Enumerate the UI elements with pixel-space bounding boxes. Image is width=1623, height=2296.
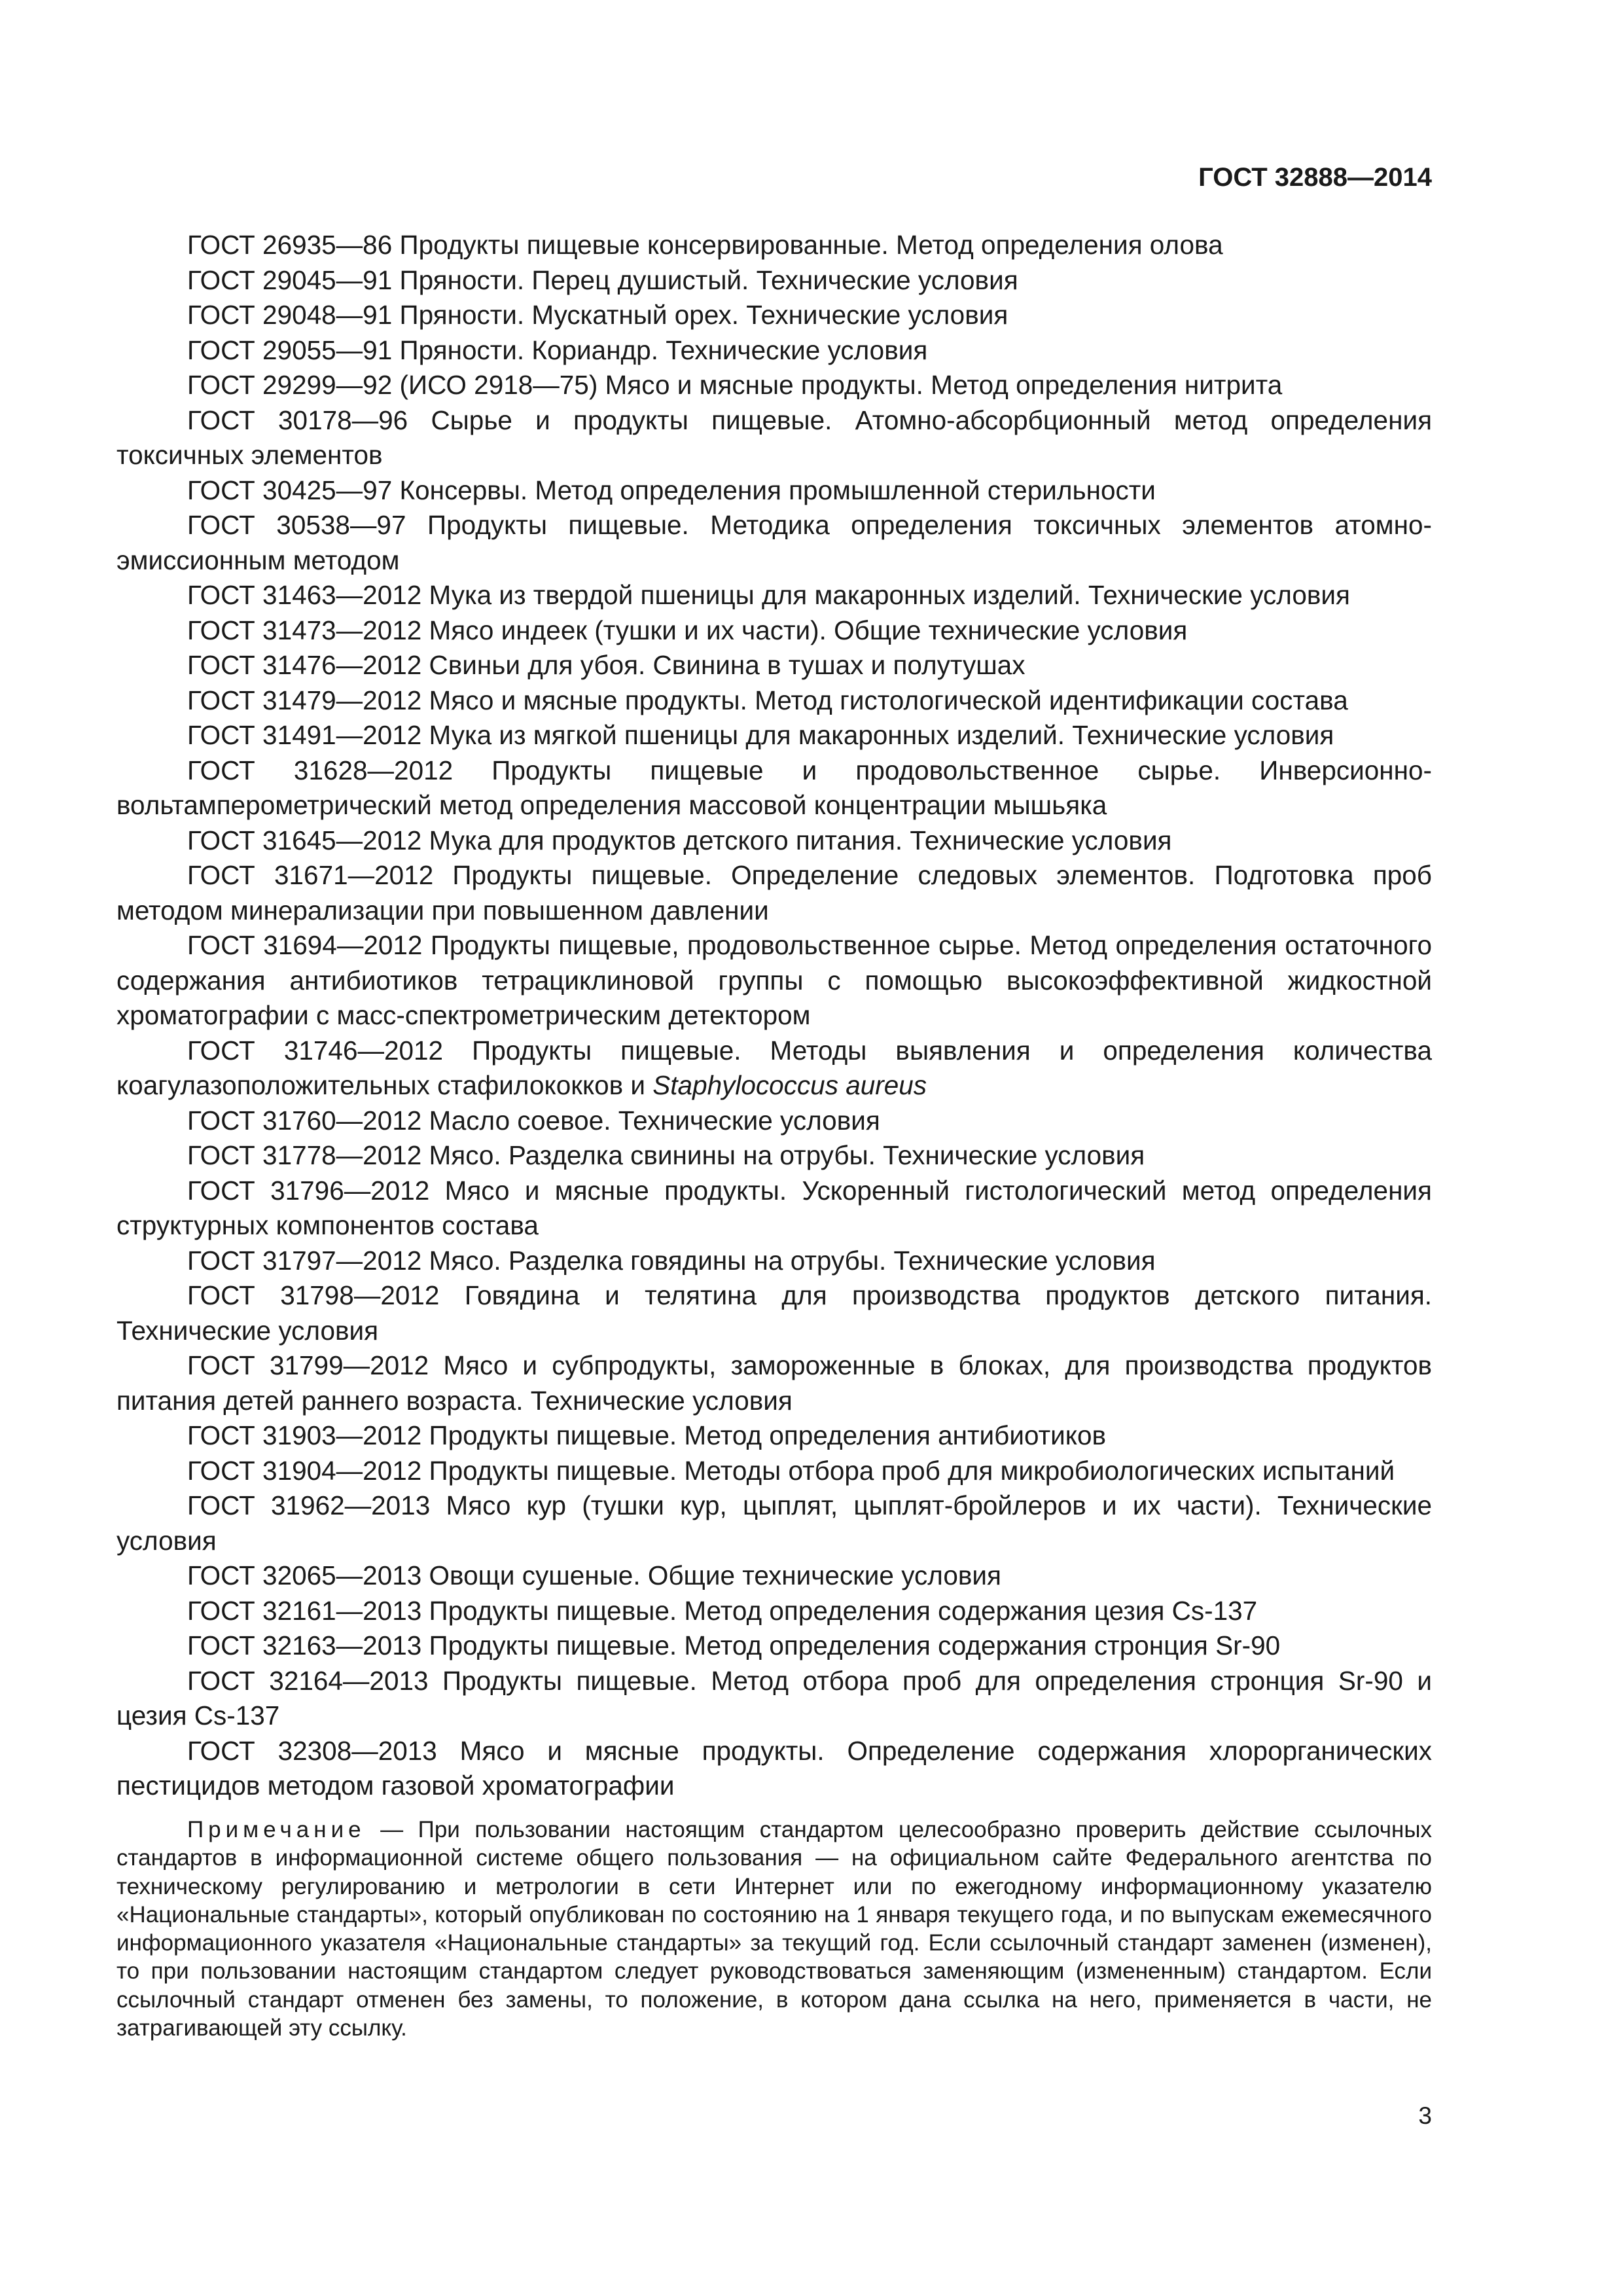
reference-item: ГОСТ 31479—2012 Мясо и мясные продукты. Метод гистологической идентификации состава: [187, 685, 1348, 715]
reference-item: ГОСТ 32308—2013 Мясо и мясные продукты. Определение содержания хлорорганических пестицидов методом газовой хроматографии: [116, 1735, 1432, 1801]
reference-item: ГОСТ 29048—91 Пряности. Мускатный орех. Технические условия: [187, 300, 1008, 330]
reference-item: ГОСТ 31473—2012 Мясо индеек (тушки и их части). Общие технические условия: [187, 615, 1188, 645]
reference-item: ГОСТ 31799—2012 Мясо и субпродукты, замороженные в блоках, для производства продуктов питания детей раннего возраста. Технические условия: [116, 1350, 1432, 1416]
reference-item: ГОСТ 32161—2013 Продукты пищевые. Метод определения содержания цезия Cs-137: [187, 1595, 1258, 1626]
reference-item: ГОСТ 31760—2012 Масло соевое. Технические условия: [187, 1105, 880, 1136]
reference-item: ГОСТ 31778—2012 Мясо. Разделка свинины на отрубы. Технические условия: [187, 1140, 1145, 1170]
reference-item: ГОСТ 31645—2012 Мука для продуктов детского питания. Технические условия: [187, 825, 1172, 855]
reference-item: ГОСТ 29055—91 Пряности. Кориандр. Технические условия: [187, 334, 928, 365]
reference-item: ГОСТ 32163—2013 Продукты пищевые. Метод определения содержания стронция Sr-90: [187, 1630, 1281, 1660]
reference-item: ГОСТ 29045—91 Пряности. Перец душистый. Технические условия: [187, 264, 1018, 295]
note-label: Примечание: [187, 1817, 366, 1842]
reference-item: ГОСТ 31796—2012 Мясо и мясные продукты. Ускоренный гистологический метод определения структурных компонентов состава: [116, 1175, 1432, 1240]
reference-31746-text: ГОСТ 31746—2012 Продукты пищевые. Методы выявления и определения количества коагулазоположительных стафилококков и: [116, 1035, 1432, 1100]
reference-item: ГОСТ 31476—2012 Свиньи для убоя. Свинина в тушах и полутушах: [187, 650, 1026, 680]
reference-item: ГОСТ 31904—2012 Продукты пищевые. Методы отбора проб для микробиологических испытаний: [187, 1455, 1395, 1486]
page-number: 3: [1418, 2102, 1432, 2129]
reference-item: ГОСТ 31962—2013 Мясо кур (тушки кур, цыплят, цыплят-бройлеров и их части). Технические условия: [116, 1490, 1432, 1556]
document-code: ГОСТ 32888—2014: [1198, 163, 1432, 192]
reference-item: ГОСТ 31491—2012 Мука из мягкой пшеницы для макаронных изделий. Технические условия: [187, 720, 1334, 750]
reference-item: ГОСТ 31671—2012 Продукты пищевые. Определение следовых элементов. Подготовка проб методом минерализации при повышенном давлении: [116, 860, 1432, 925]
reference-item: ГОСТ 29299—92 (ИСО 2918—75) Мясо и мясные продукты. Метод определения нитрита: [187, 370, 1283, 400]
reference-item: ГОСТ 31628—2012 Продукты пищевые и продовольственное сырье. Инверсионно-вольтамперометрический метод определения массовой концентрации мышьяка: [116, 755, 1432, 820]
reference-item: ГОСТ 31463—2012 Мука из твердой пшеницы для макаронных изделий. Технические условия: [187, 580, 1350, 610]
reference-item-31746: [116, 1033, 1432, 1103]
normative-references-list: [116, 228, 1432, 1804]
note-paragraph: [116, 1816, 1432, 2042]
note-text: — При пользовании настоящим стандартом целесообразно проверить действие ссылочных стандартов в информационной системе общего пользования — на официальном сайте Федерального агентства по техническому регулированию и метрологии в сети Интернет или по ежегодному информационному указателю «Национальные стандарты», который опубликован по состоянию на 1 января текущего года, и по выпускам ежемесячного информационного указателя «Национальные стандарты» за текущий год. Если ссылочный стандарт заменен (изменен), то при пользовании настоящим стандартом следует руководствоваться заменяющим (измененным) стандартом. Если ссылочный стандарт отменен без замены, то положение, в котором дана ссылка на него, применяется в части, не затрагивающей эту ссылку.: [116, 1817, 1432, 2041]
reference-item: ГОСТ 31797—2012 Мясо. Разделка говядины на отрубы. Технические условия: [187, 1245, 1156, 1276]
reference-item: ГОСТ 30425—97 Консервы. Метод определения промышленной стерильности: [187, 475, 1156, 505]
reference-item: ГОСТ 31903—2012 Продукты пищевые. Метод определения антибиотиков: [187, 1420, 1106, 1450]
reference-item: ГОСТ 32065—2013 Овощи сушеные. Общие технические условия: [187, 1560, 1001, 1590]
reference-item: ГОСТ 31798—2012 Говядина и телятина для производства продуктов детского питания. Технические условия: [116, 1280, 1432, 1346]
reference-item: ГОСТ 32164—2013 Продукты пищевые. Метод отбора проб для определения стронция Sr-90 и цезия Cs-137: [116, 1665, 1432, 1731]
reference-item: ГОСТ 31694—2012 Продукты пищевые, продовольственное сырье. Метод определения остаточного содержания антибиотиков тетрациклиновой группы с помощью высокоэффективной жидкостной хроматографии с масс-спектрометрическим детектором: [116, 930, 1432, 1030]
reference-item: ГОСТ 26935—86 Продукты пищевые консервированные. Метод определения олова: [187, 230, 1223, 260]
reference-item: ГОСТ 30178—96 Сырье и продукты пищевые. Атомно-абсорбционный метод определения токсичных элементов: [116, 404, 1432, 470]
reference-item: ГОСТ 30538—97 Продукты пищевые. Методика определения токсичных элементов атомно-эмиссионным методом: [116, 510, 1432, 575]
reference-31746-species: Staphylococcus aureus: [652, 1070, 927, 1100]
